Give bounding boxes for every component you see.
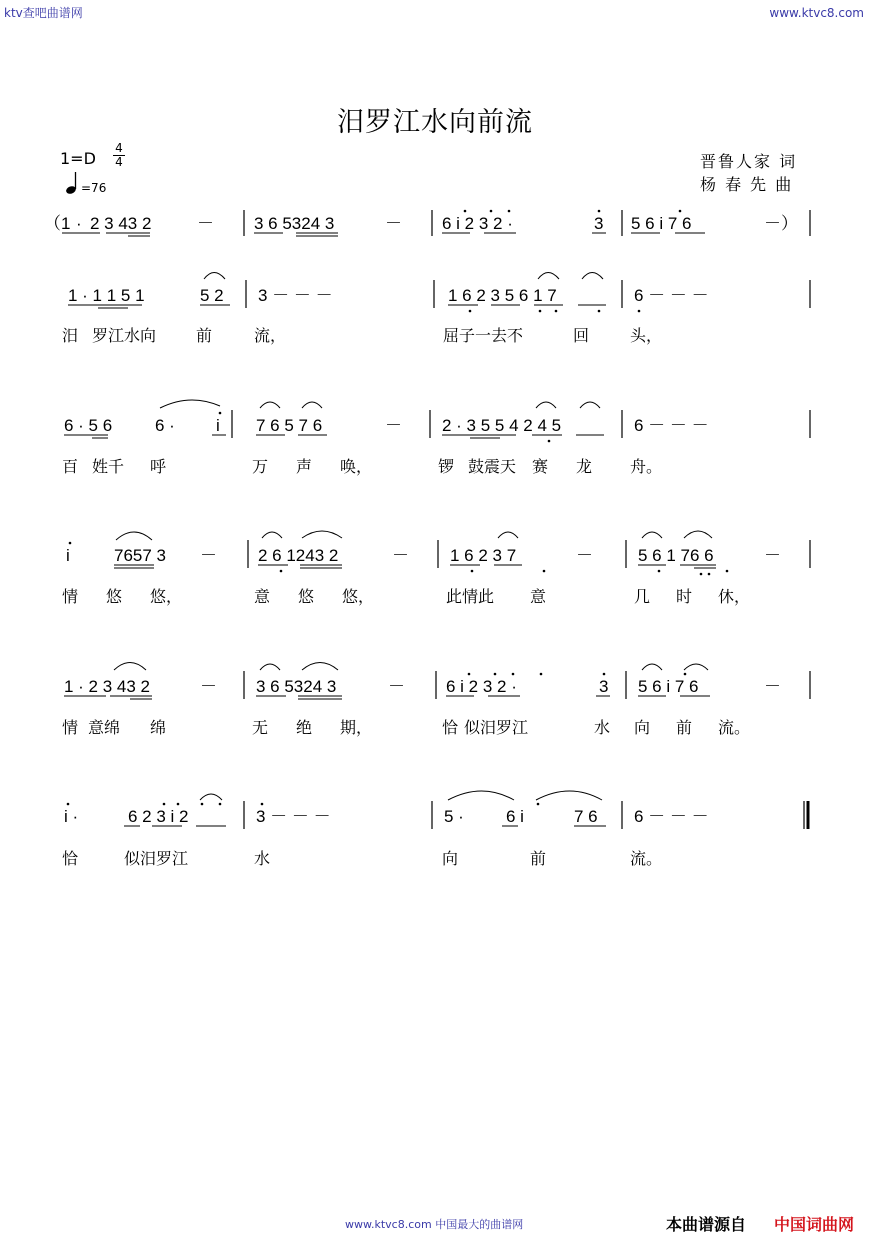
lyric-word: 绵 [150,718,167,737]
note-glyph: － [385,416,402,435]
lyric-word: 恰 [442,718,459,737]
note-glyph: 5 6 i 7 6 [638,677,699,696]
note-glyph: 6 · 5 6 [64,416,113,435]
lyric-word: 向 [442,849,459,868]
note-glyph: 2 3 43 2 [90,214,152,233]
tempo-value: =76 [81,181,107,195]
lyric-word: 期， [340,718,373,737]
score-line-4 [64,663,810,700]
note-glyph: 2 6 1243 2 [258,546,339,565]
score-line-1 [68,273,810,313]
lyric-word: 呼 [150,457,167,476]
note-glyph: － [200,546,217,565]
lyric-word: 似汨罗江 [124,849,189,868]
lyric-word: 前 [530,849,547,868]
time-sig-numerator: 4 [115,141,123,155]
lyric-word: 绝 [296,718,313,737]
note-glyph: 1 6 2 3 5 6 1 7 [448,286,557,305]
lyric-word: 几 [634,587,651,606]
note-glyph: 5 2 [200,286,224,305]
lyric-word: 百 [62,457,79,476]
note-glyph: 1 · 1 1 5 1 [68,286,145,305]
note-glyph: － [392,546,409,565]
score-line-3 [66,531,810,575]
lyric-word: 流， [254,326,287,345]
note-glyph: i · [64,807,79,826]
lyric-word: 此情此 [446,587,495,606]
lyric-word: 锣 [438,457,455,476]
note-glyph: 6 i [506,807,524,826]
note-glyph: 6 i 2 3 2 · [442,214,513,233]
note-glyph: 3 6 5324 3 [256,677,337,696]
note-glyph: 7657 3 [114,546,166,565]
note-glyph: i [216,416,220,435]
score-line-5 [64,791,808,829]
lyric-word: 情 [62,587,79,606]
footer-source-site[interactable]: 中国词曲网 [774,1215,855,1234]
note-glyph: － [197,214,214,233]
lyric-word: 意 [530,587,547,606]
lyric-word: 恰 [62,849,79,868]
time-signature [113,142,125,169]
lyric-word: 头， [630,326,663,345]
note-glyph: （1 [44,214,71,233]
note-glyph: 7 6 5 7 6 [256,416,323,435]
note-glyph: 2 · 3 5 5 4 2 4 5 [442,416,562,435]
note-glyph: 3 [599,677,609,696]
time-sig-denominator: 4 [113,155,125,169]
lyric-word: 意绵 [88,718,121,737]
lyric-word: 悠， [342,587,375,606]
lyric-word: 前 [676,718,693,737]
note-glyph: －） [764,214,798,233]
note-glyph: 3 － － － [258,286,333,305]
lyric-word: 水 [594,718,611,737]
lyric-word: 流。 [718,718,751,737]
lyric-word: 时 [676,587,693,606]
song-title: 汨罗江水向前流 [337,107,533,138]
key-signature: 1=D [60,149,96,168]
note-glyph: － [385,214,402,233]
lyric-word: 似汨罗江 [464,718,529,737]
lyricist-credit: 晋鲁人家 词 [700,152,798,171]
lyric-word: 流。 [630,849,663,868]
score-sheet [0,190,870,880]
composer-credit: 杨 春 先 曲 [700,175,794,194]
lyric-word: 屈子一去不 [443,326,524,345]
note-glyph: 6 － － － [634,807,709,826]
lyric-word: 向 [634,718,651,737]
lyric-word: 赛 [532,457,549,476]
lyric-word: 姓千 [92,457,125,476]
note-glyph: 3 － － － [256,807,331,826]
note-glyph: － [388,677,405,696]
lyric-word: 鼓震天 [468,457,517,476]
lyric-word: 回 [573,326,590,345]
note-glyph: 3 6 5324 3 [254,214,335,233]
lyric-word: 水 [254,849,271,868]
lyric-word: 罗江水向 [92,326,157,345]
note-glyph: 1 · 2 3 43 2 [64,677,151,696]
lyric-word: 悠 [298,587,315,606]
note-glyph: · [76,214,82,233]
lyric-word: 意 [254,587,271,606]
note-glyph: － [764,546,781,565]
lyric-word: 龙 [576,457,593,476]
note-glyph: 5 · [444,807,464,826]
note-glyph: 6 － － － [634,286,709,305]
lyric-word: 悠 [106,587,123,606]
lyric-word: 舟。 [630,457,663,476]
note-glyph: 5 6 1 76 6 [638,546,714,565]
note-glyph: 6 2 3 i 2 [128,807,189,826]
site-link-right[interactable]: www.ktvc8.com [769,6,864,20]
lyric-word: 悠， [150,587,183,606]
note-glyph: 7 6 [574,807,598,826]
score-line-2 [64,400,810,442]
lyric-word: 无 [252,718,269,737]
note-glyph: － [576,546,593,565]
note-glyph: 5 6 i 7 6 [631,214,692,233]
note-glyph: 6 i 2 3 2 · [446,677,517,696]
lyric-word: 唤， [340,457,373,476]
note-glyph: i [66,546,70,565]
lyric-word: 休， [718,587,751,606]
note-glyph: － [764,677,781,696]
footer-source-label: 本曲谱源自 [666,1215,747,1234]
lyric-word: 声 [296,457,313,476]
score-line-intro [44,210,810,236]
site-link-left[interactable]: ktv查吧曲谱网 [4,6,83,20]
lyric-word: 情 [62,718,79,737]
lyric-word: 万 [252,457,269,476]
note-glyph: － [200,677,217,696]
footer-link[interactable]: www.ktvc8.com 中国最大的曲谱网 [345,1218,524,1231]
note-glyph: 3 [594,214,604,233]
note-glyph: 6 · [155,416,175,435]
lyric-word: 前 [196,326,213,345]
lyric-word: 汨 [62,326,79,345]
note-glyph: 6 － － － [634,416,709,435]
note-glyph: 1 6 2 3 7 [450,546,517,565]
